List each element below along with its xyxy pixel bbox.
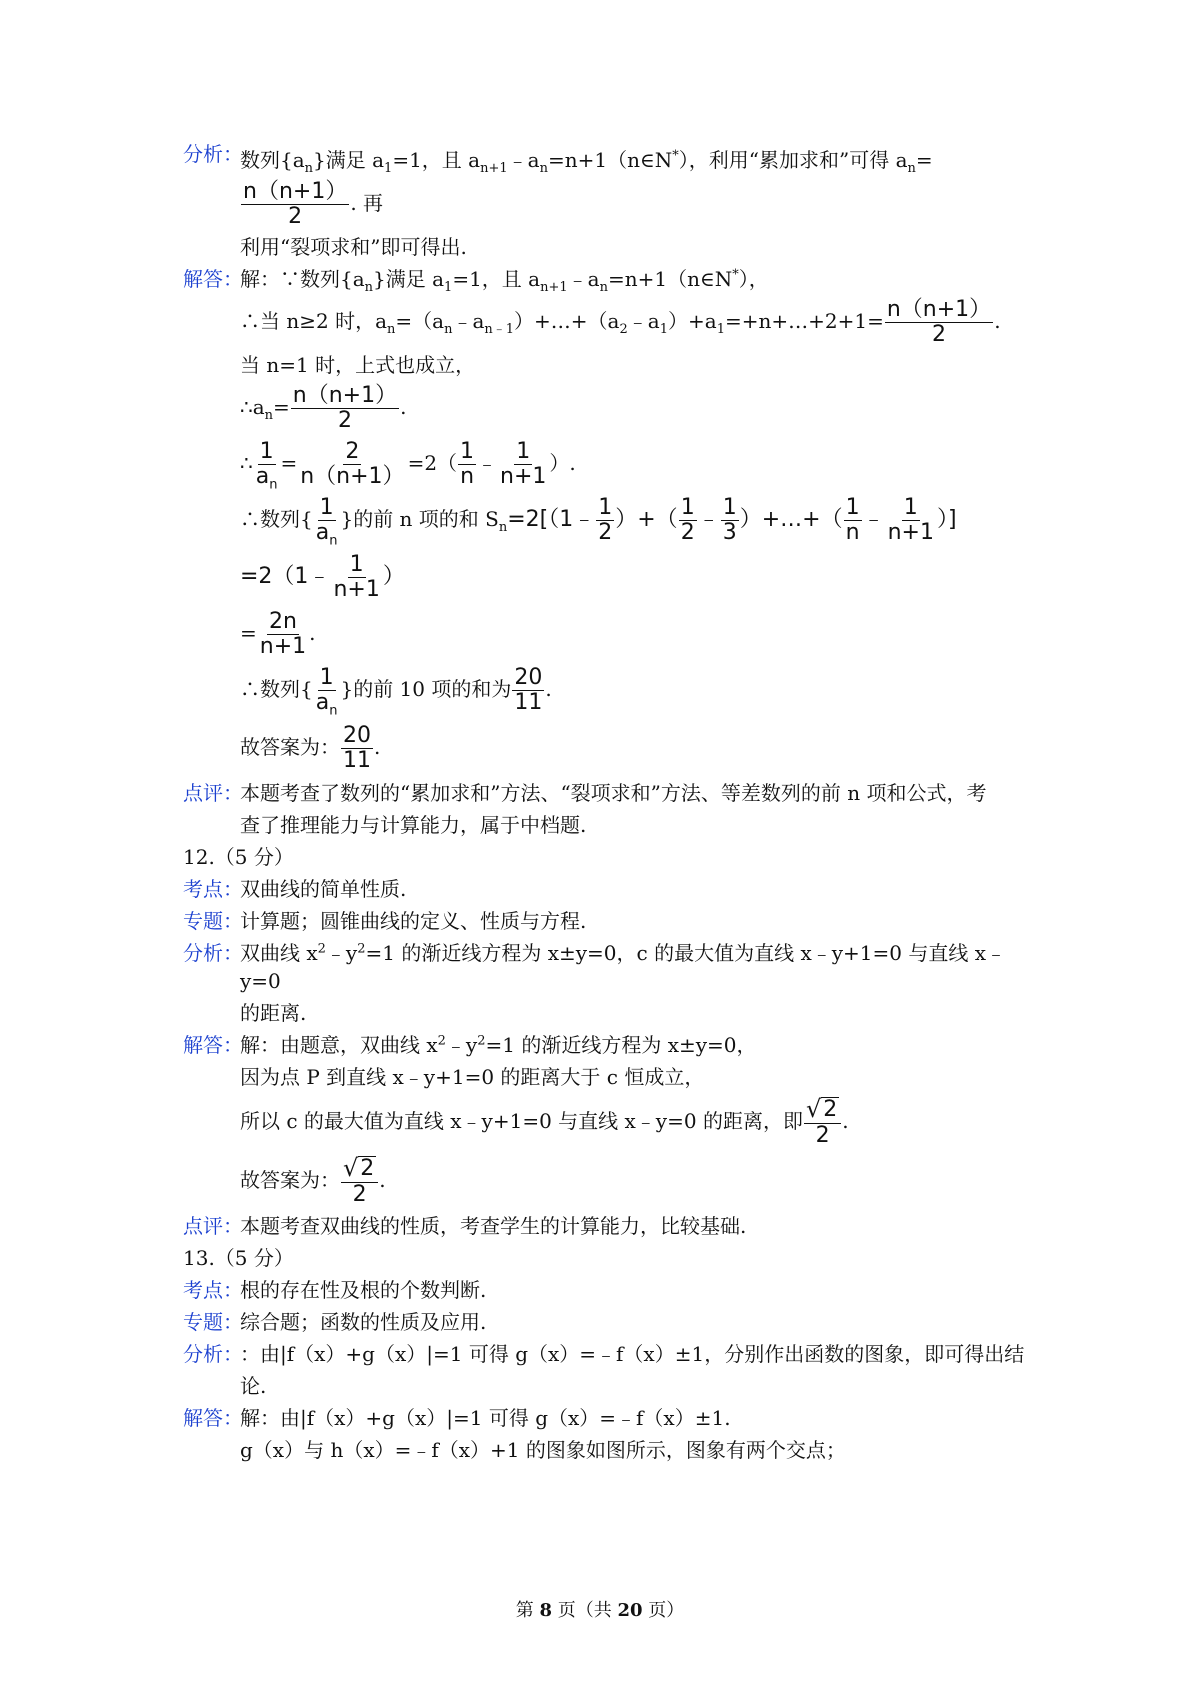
q12-topic: 专题： 计算题；圆锥曲线的定义、性质与方程.: [183, 909, 587, 933]
analysis-label: 分析：: [183, 142, 243, 166]
fraction: $\frac{20}{11}$: [514, 665, 543, 715]
q11-solution: [183, 265, 1033, 779]
page-footer: 第 8 页（共 20 页）: [515, 1600, 685, 1621]
q11-sol-line1: 解：∵数列$\{a_n\}$满足 $a_1=1$，且 $a_{n+1}﹣a_n=n+1(n\in N^*)$，: [240, 267, 769, 295]
sqrt-sign: √ 2: [343, 1154, 375, 1182]
q11-sol-line4: $\therefore a_n=$ $\frac{n(n+1)}{2}$ .: [240, 383, 407, 433]
point-label: 考点：: [183, 1278, 243, 1302]
fraction: $\frac{n(n+1)}{2}$: [292, 383, 398, 433]
fraction: √ 2 2: [804, 1097, 841, 1148]
fraction: $\frac{2}{n(n+1)}$: [300, 439, 405, 489]
q13-topic: 专题： 综合题；函数的性质及应用.: [183, 1310, 487, 1334]
q11-sol-line9: ∴数列{ $\frac{1}{a_n}$ }的前 10 项的和为 $\frac{20}{11}$ .: [240, 665, 552, 719]
fraction: $\frac{n(n+1)}{2}$: [243, 179, 348, 229]
fraction: $\frac{1}{n+1}$: [500, 439, 547, 489]
fraction: $\frac{1}{n+1}$: [887, 495, 934, 545]
q11-sol-line7: =2（1﹣ $\frac{1}{n+1}$ ）: [240, 552, 405, 602]
q11-answer: 故答案为： $\frac{20}{11}$ .: [240, 723, 381, 773]
fraction: $\frac{2n}{n+1}$: [259, 609, 307, 659]
q11-analysis: [183, 140, 1033, 265]
q12-solution: 解答： 解：由题意，双曲线 $x^2﹣y^2=1$ 的渐近线方程为 x±y=0， 因为点 P 到直线 x﹣y+1=0 的距离大于 c 恒成立， 所以 c 的最大值为直线 x﹣y+1=0 与直线 x﹣y=0 的距离，即 √ 2 2 . 故答案为： √ 2 2 .: [183, 1033, 849, 1207]
fraction: $\frac{1}{2}$: [680, 495, 695, 545]
q13-header: 13.（5 分）: [183, 1246, 294, 1270]
fraction: $\frac{1}{n}$: [460, 439, 475, 489]
fraction: $\frac{1}{a_n}$: [315, 495, 338, 549]
comment-label: 点评：: [183, 781, 243, 805]
q11-comment: 点评： 本题考查了数列的“累加求和”方法、“裂项求和”方法、等差数列的前 n 项和公式，考 查了推理能力与计算能力，属于中档题.: [183, 781, 987, 837]
analysis-label: 分析：: [183, 941, 243, 965]
q11-sol-line5: ∴ $\frac{1}{a_n}$ = $\frac{2}{n(n+1)}$ =2（ $\frac{1}{n}$ ﹣ $\frac{1}{n+1}$ ）.: [240, 439, 576, 493]
fraction: $\frac{20}{11}$: [343, 723, 371, 773]
fraction: $\frac{1}{3}$: [722, 495, 737, 545]
total-pages: 20: [617, 1600, 643, 1621]
fraction: $\frac{n(n+1)}{2}$: [886, 297, 992, 347]
fraction: √ 2 2: [341, 1156, 378, 1207]
comment-label: 点评：: [183, 1214, 243, 1238]
fraction: $\frac{1}{a_n}$: [255, 439, 278, 493]
fraction: $\frac{1}{n+1}$: [333, 552, 380, 602]
topic-label: 专题：: [183, 909, 243, 933]
analysis-label: 分析：: [183, 1342, 243, 1366]
q11-sol-line6: ∴数列{ $\frac{1}{a_n}$ }的前 n 项的和 $S_n=2[(1﹣$ $\frac{1}{2}$ ）+（ $\frac{1}{2}$ ﹣ $\frac{1}{3}$ ）+…+（ $\frac{1}{n}$ ﹣ $\frac{1}{n+1}$ ）]: [240, 495, 957, 549]
fraction: $\frac{1}{a_n}$: [315, 665, 338, 719]
solution-label: 解答：: [183, 1406, 243, 1430]
q13-analysis: 分析： ：由|f（x）+g（x）|=1 可得 g（x）=﹣f（x）±1，分别作出函数的图象，即可得出结 论.: [183, 1342, 1025, 1398]
q11-analysis-line1: 数列$\{a_n\}$满足 $a_1=1$，且 $a_{n+1}﹣a_n=n+1(n\in N^*)$，利用“累加求和”可得 $a_n=$ $\frac{n(n+1)}{2}$ . 再: [240, 148, 933, 229]
q11-analysis-line2: 利用“裂项求和”即可得出.: [240, 235, 467, 259]
fraction: $\frac{1}{n}$: [845, 495, 860, 545]
q12-header: 12.（5 分）: [183, 845, 294, 869]
q11-sol-line2: ∴当 n≥2 时，$a_n=(a_n﹣a_{n﹣1})+\dots+(a_2﹣a_1)+a_1=+n+\dots+2+1=$ $\frac{n(n+1)}{2}$ .: [240, 297, 1001, 347]
point-label: 考点：: [183, 877, 243, 901]
topic-label: 专题：: [183, 1310, 243, 1334]
page-number: 8: [539, 1600, 552, 1621]
fraction: $\frac{1}{2}$: [598, 495, 613, 545]
sqrt-sign: √ 2: [805, 1095, 838, 1123]
q12-point: 考点： 双曲线的简单性质.: [183, 877, 407, 901]
q13-solution: 解答： 解：由|f（x）+g（x）|=1 可得 g（x）=﹣f（x）±1. g（x）与 h（x）=﹣f（x）+1 的图象如图所示，图象有两个交点；: [183, 1406, 846, 1462]
page-content: [183, 140, 1033, 1468]
q12-analysis: 分析： 双曲线 $x^2﹣y^2=1$ 的渐近线方程为 x±y=0，c 的最大值为直线 x﹣y+1=0 与直线 x﹣y=0 的距离.: [183, 941, 1006, 1025]
solution-label: 解答：: [183, 267, 243, 291]
q11-sol-line8: = $\frac{2n}{n+1}$ .: [240, 609, 316, 659]
solution-label: 解答：: [183, 1033, 243, 1057]
q13-point: 考点： 根的存在性及根的个数判断.: [183, 1278, 487, 1302]
q12-comment: 点评： 本题考查双曲线的性质，考查学生的计算能力，比较基础.: [183, 1214, 747, 1238]
q11-sol-line3: 当 n=1 时，上式也成立，: [240, 353, 476, 377]
